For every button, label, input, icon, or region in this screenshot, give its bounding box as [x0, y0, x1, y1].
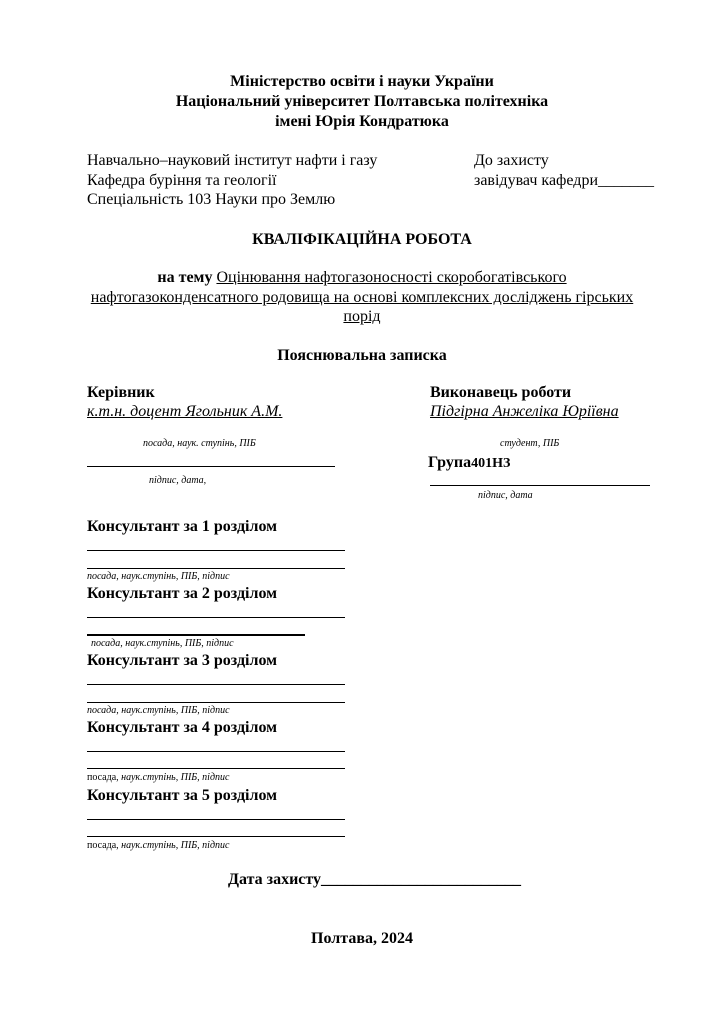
supervisor-label: Керівник — [87, 384, 155, 401]
consultant-2-line-1 — [87, 617, 345, 618]
defense-date-label: Дата захисту — [228, 871, 322, 888]
department-text: Кафедра буріння та геології — [87, 172, 277, 189]
consultant-4-line-1 — [87, 751, 345, 752]
to-defense-text: До захисту — [474, 152, 549, 169]
executor-name: Підгірна Анжеліка Юріївна — [430, 403, 619, 420]
defense-date — [228, 871, 521, 889]
supervisor-caption: посада, наук. ступінь, ПІБ — [143, 438, 256, 449]
consultant-5-label: Консультант за 5 розділом — [87, 787, 278, 804]
consultant-2-caption: посада, наук.ступінь, ПІБ, підпис — [91, 638, 234, 649]
group-value: 401НЗ — [471, 456, 511, 471]
department-head-label: завідувач кафедри — [474, 172, 599, 189]
consultant-4-label: Консультант за 4 розділом — [87, 719, 278, 736]
document-title: КВАЛІФІКАЦІЙНА РОБОТА — [252, 231, 472, 248]
supervisor-name: к.т.н. доцент Ягольник А.М. — [87, 403, 283, 420]
topic-prefix: на тему — [157, 269, 213, 286]
consultant-5-caption-prefix: посада, — [87, 840, 119, 851]
university-named-after: імені Юрія Кондратюка — [275, 113, 449, 130]
consultant-4-caption — [87, 772, 229, 784]
consultant-3-caption: посада, наук.ступінь, ПІБ, підпис — [87, 705, 230, 716]
supervisor-signature-line — [87, 466, 335, 467]
topic-line-3: порід — [343, 308, 381, 325]
consultant-5-caption-rest: наук.ступінь, ПІБ, підпис — [121, 840, 230, 851]
consultant-2-label: Консультант за 2 розділом — [87, 585, 278, 602]
executor-group — [428, 454, 510, 473]
consultant-5-line-2 — [87, 836, 345, 837]
defense-date-blank: _________________________ — [321, 871, 522, 888]
topic-line-2: нафтогазоконденсатного родовища на основі комплексних досліджень гірських — [90, 289, 634, 306]
consultant-3-line-1 — [87, 684, 345, 685]
department-head-field — [474, 172, 654, 190]
consultant-2-line-2 — [87, 634, 305, 636]
consultant-3-label: Консультант за 3 розділом — [87, 652, 278, 669]
specialty-text: Спеціальність 103 Науки про Землю — [87, 191, 336, 208]
consultant-5-line-1 — [87, 819, 345, 820]
university-heading: Національний університет Полтавська політехніка — [175, 93, 549, 110]
consultant-4-caption-rest: наук.ступінь, ПІБ, підпис — [121, 772, 230, 783]
topic-text-1: Оцінювання нафтогазоносності скоробогатівського — [216, 269, 567, 286]
executor-caption: студент, ПІБ — [500, 438, 560, 449]
explanatory-note-heading: Пояснювальна записка — [277, 347, 447, 364]
group-label: Група — [428, 454, 472, 471]
supervisor-signature-caption: підпис, дата, — [149, 475, 207, 486]
department-head-blank: _______ — [598, 172, 655, 189]
institute-text: Навчально–науковий інститут нафти і газу — [87, 152, 378, 169]
consultant-1-line-2 — [87, 568, 345, 569]
consultant-3-line-2 — [87, 702, 345, 703]
executor-signature-caption: підпис, дата — [478, 490, 533, 501]
consultant-1-line-1 — [87, 550, 345, 551]
city-year: Полтава, 2024 — [311, 930, 413, 947]
ministry-heading: Міністерство освіти і науки України — [230, 73, 494, 90]
consultant-1-label: Консультант за 1 розділом — [87, 518, 278, 535]
executor-label: Виконавець роботи — [430, 384, 572, 401]
topic-line-1 — [0, 269, 724, 287]
consultant-5-caption — [87, 840, 229, 852]
consultant-1-caption: посада, наук.ступінь, ПІБ, підпис — [87, 571, 230, 582]
consultant-4-line-2 — [87, 768, 345, 769]
consultant-4-caption-prefix: посада, — [87, 772, 119, 783]
executor-signature-line — [430, 485, 650, 486]
